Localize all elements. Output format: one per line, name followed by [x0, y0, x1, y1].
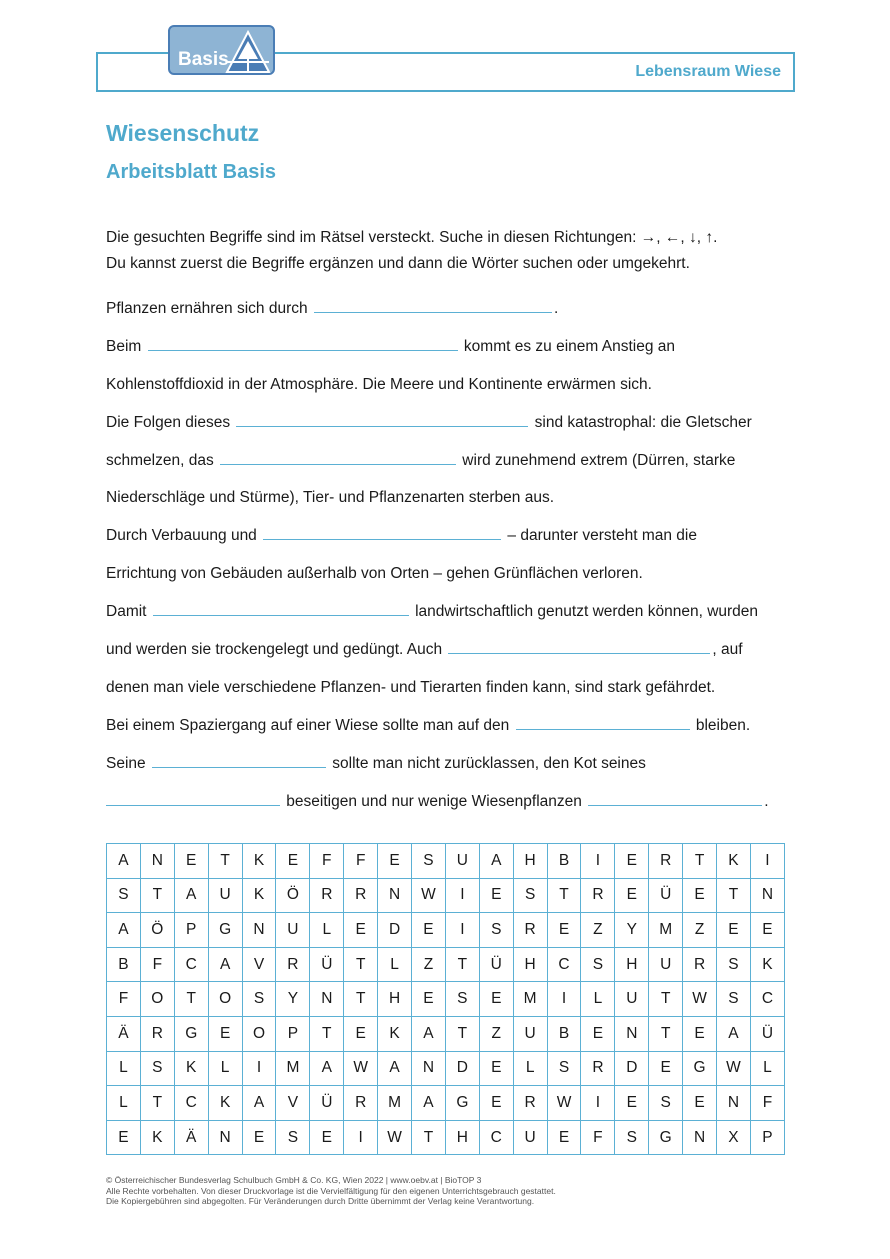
- grid-cell[interactable]: T: [310, 1016, 344, 1051]
- grid-cell[interactable]: E: [174, 844, 208, 879]
- grid-cell[interactable]: O: [242, 1016, 276, 1051]
- grid-cell[interactable]: U: [276, 913, 310, 948]
- answer-blank[interactable]: [153, 602, 409, 616]
- grid-cell[interactable]: L: [310, 913, 344, 948]
- grid-cell[interactable]: K: [174, 1051, 208, 1086]
- text-line: [106, 753, 796, 791]
- grid-cell[interactable]: K: [242, 878, 276, 913]
- grid-cell[interactable]: E: [344, 1016, 378, 1051]
- grid-cell[interactable]: A: [479, 844, 513, 879]
- grid-cell[interactable]: E: [412, 913, 446, 948]
- grid-cell[interactable]: T: [445, 1016, 479, 1051]
- grid-cell[interactable]: I: [344, 1120, 378, 1155]
- grid-cell[interactable]: A: [412, 1016, 446, 1051]
- text-segment: schmelzen, das: [106, 451, 218, 469]
- grid-cell[interactable]: N: [140, 844, 174, 879]
- answer-blank[interactable]: [148, 337, 458, 351]
- grid-cell[interactable]: A: [310, 1051, 344, 1086]
- grid-cell[interactable]: S: [445, 982, 479, 1017]
- grid-cell[interactable]: T: [344, 947, 378, 982]
- grid-cell[interactable]: E: [683, 1086, 717, 1121]
- text-line: [106, 412, 796, 450]
- grid-cell[interactable]: Z: [683, 913, 717, 948]
- grid-cell[interactable]: P: [276, 1016, 310, 1051]
- grid-cell[interactable]: L: [581, 982, 615, 1017]
- text-segment: Pflanzen ernähren sich durch: [106, 300, 312, 317]
- grid-cell[interactable]: S: [615, 1120, 649, 1155]
- grid-cell[interactable]: E: [615, 1086, 649, 1121]
- grid-cell[interactable]: A: [107, 913, 141, 948]
- grid-cell[interactable]: N: [717, 1086, 751, 1121]
- grid-cell[interactable]: Ü: [310, 947, 344, 982]
- text-segment: Niederschläge und Stürme), Tier- und Pflanzenarten sterben aus.: [106, 489, 555, 507]
- grid-cell[interactable]: E: [615, 878, 649, 913]
- text-line: [106, 677, 796, 715]
- text-segment: sollte man nicht zurücklassen, den Kot seines: [327, 754, 646, 772]
- grid-cell[interactable]: Ü: [479, 947, 513, 982]
- footer: [106, 1175, 556, 1207]
- grid-cell[interactable]: U: [513, 1120, 547, 1155]
- grid-cell[interactable]: R: [140, 1016, 174, 1051]
- grid-cell[interactable]: F: [581, 1120, 615, 1155]
- footer-line: Alle Rechte vorbehalten. Von dieser Druckvorlage ist die Vervielfältigung für den eigenen Unterrichtsgebrauch gestattet.: [106, 1185, 556, 1196]
- grid-cell[interactable]: W: [717, 1051, 751, 1086]
- grid-cell[interactable]: E: [581, 1016, 615, 1051]
- grid-cell[interactable]: W: [412, 878, 446, 913]
- text-segment: sind katastrophal: die Gletscher: [530, 413, 752, 431]
- text-segment: Beim: [106, 337, 146, 355]
- text-segment: wird zunehmend extrem (Dürren, starke: [458, 451, 736, 469]
- text-segment: .: [764, 792, 769, 810]
- grid-cell[interactable]: E: [412, 982, 446, 1017]
- grid-cell[interactable]: R: [683, 947, 717, 982]
- grid-cell[interactable]: F: [107, 982, 141, 1017]
- grid-cell[interactable]: B: [547, 844, 581, 879]
- grid-cell[interactable]: T: [140, 878, 174, 913]
- grid-cell[interactable]: A: [378, 1051, 412, 1086]
- text-line: [106, 525, 796, 563]
- grid-cell[interactable]: E: [479, 878, 513, 913]
- grid-cell[interactable]: E: [479, 1051, 513, 1086]
- grid-cell[interactable]: T: [412, 1120, 446, 1155]
- text-line: [106, 791, 796, 829]
- grid-cell[interactable]: Ä: [107, 1016, 141, 1051]
- grid-cell[interactable]: V: [242, 947, 276, 982]
- answer-blank[interactable]: [236, 413, 528, 427]
- grid-cell[interactable]: Ö: [276, 878, 310, 913]
- grid-cell[interactable]: A: [208, 947, 242, 982]
- grid-cell[interactable]: T: [344, 982, 378, 1017]
- grid-cell[interactable]: W: [378, 1120, 412, 1155]
- grid-cell[interactable]: M: [649, 913, 683, 948]
- text-segment: Die Folgen dieses: [106, 413, 235, 431]
- answer-blank[interactable]: [106, 792, 280, 806]
- grid-cell[interactable]: U: [513, 1016, 547, 1051]
- grid-cell[interactable]: B: [107, 947, 141, 982]
- grid-cell[interactable]: S: [140, 1051, 174, 1086]
- grid-row: [107, 878, 785, 913]
- grid-cell[interactable]: T: [208, 844, 242, 879]
- grid-cell[interactable]: L: [378, 947, 412, 982]
- grid-cell[interactable]: E: [344, 913, 378, 948]
- grid-cell[interactable]: H: [378, 982, 412, 1017]
- grid-cell[interactable]: N: [615, 1016, 649, 1051]
- grid-cell[interactable]: N: [242, 913, 276, 948]
- grid-cell[interactable]: D: [445, 1051, 479, 1086]
- grid-cell[interactable]: E: [378, 844, 412, 879]
- text-line: [106, 563, 796, 601]
- text-segment: bleiben.: [691, 716, 751, 734]
- grid-cell[interactable]: S: [276, 1120, 310, 1155]
- answer-blank[interactable]: [516, 716, 690, 730]
- grid-row: [107, 913, 785, 948]
- grid-cell[interactable]: V: [276, 1086, 310, 1121]
- grid-cell[interactable]: C: [174, 947, 208, 982]
- grid-cell[interactable]: I: [581, 1086, 615, 1121]
- text-line: [106, 374, 796, 412]
- grid-cell[interactable]: E: [547, 1120, 581, 1155]
- instruction-line: Du kannst zuerst die Begriffe ergänzen und dann die Wörter suchen oder umgekehrt.: [106, 255, 690, 272]
- grid-cell[interactable]: G: [445, 1086, 479, 1121]
- answer-blank[interactable]: [152, 754, 326, 768]
- grid-cell[interactable]: E: [649, 1051, 683, 1086]
- grid-cell[interactable]: A: [412, 1086, 446, 1121]
- grid-cell[interactable]: S: [513, 878, 547, 913]
- grid-cell[interactable]: F: [750, 1086, 784, 1121]
- grid-cell[interactable]: M: [513, 982, 547, 1017]
- footer-line: Die Kopiergebühren sind abgegolten. Für Veränderungen durch Dritte übernimmt der Verlag keine Verantwortung.: [106, 1196, 535, 1206]
- cloze-text: [106, 298, 796, 828]
- grid-cell[interactable]: K: [717, 844, 751, 879]
- grid-cell[interactable]: P: [174, 913, 208, 948]
- grid-row: [107, 844, 785, 879]
- basis-logo: [168, 25, 275, 75]
- instruction-line: Die gesuchten Begriffe sind im Rätsel versteckt. Suche in diesen Richtungen: →, ←, ↓, ↑.: [106, 229, 718, 246]
- grid-cell[interactable]: C: [750, 982, 784, 1017]
- grid-cell[interactable]: R: [276, 947, 310, 982]
- grid-cell[interactable]: G: [683, 1051, 717, 1086]
- grid-cell[interactable]: N: [683, 1120, 717, 1155]
- grid-cell[interactable]: R: [581, 1051, 615, 1086]
- grid-row: [107, 1120, 785, 1155]
- text-segment: und werden sie trockengelegt und gedüngt. Auch: [106, 641, 447, 659]
- grid-cell[interactable]: A: [717, 1016, 751, 1051]
- grid-cell[interactable]: U: [208, 878, 242, 913]
- grid-cell[interactable]: K: [378, 1016, 412, 1051]
- logo-text: Basis: [178, 49, 229, 70]
- text-line: [106, 336, 796, 374]
- grid-cell[interactable]: T: [683, 844, 717, 879]
- grid-cell[interactable]: N: [378, 878, 412, 913]
- grid-cell[interactable]: U: [445, 844, 479, 879]
- grid-cell[interactable]: L: [107, 1051, 141, 1086]
- grid-cell[interactable]: E: [107, 1120, 141, 1155]
- text-segment: Damit: [106, 603, 151, 621]
- grid-cell[interactable]: Z: [581, 913, 615, 948]
- text-segment: Bei einem Spaziergang auf einer Wiese sollte man auf den: [106, 716, 514, 734]
- grid-cell[interactable]: E: [242, 1120, 276, 1155]
- grid-cell[interactable]: R: [649, 844, 683, 879]
- grid-cell[interactable]: Ü: [649, 878, 683, 913]
- grid-cell[interactable]: S: [412, 844, 446, 879]
- grid-cell[interactable]: A: [242, 1086, 276, 1121]
- page-title: Wiesenschutz: [106, 120, 260, 146]
- grid-cell[interactable]: D: [615, 1051, 649, 1086]
- text-segment: landwirtschaftlich genutzt werden können, wurden: [410, 603, 759, 621]
- grid-cell[interactable]: S: [479, 913, 513, 948]
- grid-cell[interactable]: W: [344, 1051, 378, 1086]
- grid-cell[interactable]: R: [513, 1086, 547, 1121]
- text-line: [106, 601, 796, 639]
- grid-cell[interactable]: N: [412, 1051, 446, 1086]
- text-line: [106, 715, 796, 753]
- grid-cell[interactable]: R: [581, 878, 615, 913]
- grid-cell[interactable]: L: [513, 1051, 547, 1086]
- grid-row: [107, 1016, 785, 1051]
- grid-cell[interactable]: G: [208, 913, 242, 948]
- grid-cell[interactable]: U: [615, 982, 649, 1017]
- grid-cell[interactable]: S: [649, 1086, 683, 1121]
- answer-blank[interactable]: [314, 299, 552, 313]
- grid-cell[interactable]: F: [310, 844, 344, 879]
- text-line: [106, 298, 796, 336]
- grid-cell[interactable]: N: [208, 1120, 242, 1155]
- instructions: [106, 225, 796, 277]
- grid-cell[interactable]: S: [547, 1051, 581, 1086]
- grid-cell[interactable]: E: [683, 1016, 717, 1051]
- grid-cell[interactable]: H: [513, 947, 547, 982]
- text-segment: beseitigen und nur wenige Wiesenpflanzen: [282, 792, 587, 810]
- grid-cell[interactable]: E: [310, 1120, 344, 1155]
- text-line: [106, 487, 796, 525]
- grid-cell[interactable]: E: [479, 1086, 513, 1121]
- grid-cell[interactable]: T: [445, 947, 479, 982]
- word-search-grid: [106, 843, 785, 1155]
- grid-cell[interactable]: Z: [479, 1016, 513, 1051]
- grid-cell[interactable]: S: [717, 947, 751, 982]
- grid-cell[interactable]: E: [615, 844, 649, 879]
- grid-cell[interactable]: D: [378, 913, 412, 948]
- grid-cell[interactable]: T: [649, 982, 683, 1017]
- grid-cell[interactable]: W: [683, 982, 717, 1017]
- grid-cell[interactable]: I: [750, 844, 784, 879]
- grid-cell[interactable]: C: [174, 1086, 208, 1121]
- triangle-logo-icon: [225, 29, 271, 75]
- footer-line: © Österreichischer Bundesverlag Schulbuch GmbH & Co. KG, Wien 2022 | www.oebv.at | BioTOP 3: [106, 1175, 482, 1185]
- grid-cell[interactable]: Ü: [310, 1086, 344, 1121]
- page-subtitle: Arbeitsblatt Basis: [106, 161, 277, 183]
- grid-cell[interactable]: I: [547, 982, 581, 1017]
- text-segment: kommt es zu einem Anstieg an: [459, 337, 676, 355]
- grid-cell[interactable]: E: [717, 913, 751, 948]
- grid-cell[interactable]: E: [208, 1016, 242, 1051]
- grid-cell[interactable]: Z: [412, 947, 446, 982]
- grid-cell[interactable]: A: [107, 844, 141, 879]
- grid-cell[interactable]: H: [513, 844, 547, 879]
- text-segment: , auf: [712, 641, 743, 659]
- text-segment: Kohlenstoffdioxid in der Atmosphäre. Die Meere und Kontinente erwärmen sich.: [106, 375, 652, 393]
- grid-row: [107, 1086, 785, 1121]
- text-segment: Errichtung von Gebäuden außerhalb von Orten – gehen Grünflächen verloren.: [106, 565, 643, 583]
- grid-row: [107, 947, 785, 982]
- grid-cell[interactable]: R: [513, 913, 547, 948]
- grid-cell[interactable]: M: [378, 1086, 412, 1121]
- grid-cell[interactable]: O: [140, 982, 174, 1017]
- answer-blank[interactable]: [263, 526, 501, 540]
- grid-cell[interactable]: S: [581, 947, 615, 982]
- answer-blank[interactable]: [448, 640, 710, 654]
- text-segment: denen man viele verschiedene Pflanzen- und Tierarten finden kann, sind stark gefährdet.: [106, 678, 716, 696]
- answer-blank[interactable]: [588, 792, 762, 806]
- grid-cell[interactable]: H: [445, 1120, 479, 1155]
- grid-cell[interactable]: K: [242, 844, 276, 879]
- grid-cell[interactable]: I: [242, 1051, 276, 1086]
- grid-cell[interactable]: S: [717, 982, 751, 1017]
- grid-cell[interactable]: N: [310, 982, 344, 1017]
- grid-cell[interactable]: B: [547, 1016, 581, 1051]
- grid-cell[interactable]: I: [445, 878, 479, 913]
- grid-cell[interactable]: T: [547, 878, 581, 913]
- grid-row: [107, 982, 785, 1017]
- grid-cell[interactable]: O: [208, 982, 242, 1017]
- grid-cell[interactable]: R: [344, 878, 378, 913]
- grid-cell[interactable]: S: [107, 878, 141, 913]
- grid-cell[interactable]: T: [649, 1016, 683, 1051]
- grid-cell[interactable]: R: [344, 1086, 378, 1121]
- answer-blank[interactable]: [220, 451, 456, 465]
- grid-row: [107, 1051, 785, 1086]
- grid-cell[interactable]: L: [107, 1086, 141, 1121]
- grid-cell[interactable]: W: [547, 1086, 581, 1121]
- text-segment: – darunter versteht man die: [503, 527, 697, 545]
- grid-cell[interactable]: A: [174, 878, 208, 913]
- grid-cell[interactable]: Ö: [140, 913, 174, 948]
- grid-cell[interactable]: G: [174, 1016, 208, 1051]
- grid-cell[interactable]: K: [208, 1086, 242, 1121]
- grid-cell[interactable]: K: [750, 947, 784, 982]
- grid-cell[interactable]: E: [683, 878, 717, 913]
- header-topic: Lebensraum Wiese: [635, 63, 781, 80]
- grid-cell[interactable]: Ü: [750, 1016, 784, 1051]
- grid-cell[interactable]: T: [140, 1086, 174, 1121]
- grid-cell[interactable]: H: [615, 947, 649, 982]
- text-segment: Durch Verbauung und: [106, 527, 262, 545]
- grid-cell[interactable]: U: [649, 947, 683, 982]
- grid-cell[interactable]: T: [174, 982, 208, 1017]
- text-segment: .: [553, 300, 559, 317]
- text-segment: Seine: [106, 754, 150, 772]
- grid-cell[interactable]: E: [547, 913, 581, 948]
- grid-cell[interactable]: L: [208, 1051, 242, 1086]
- grid-cell[interactable]: R: [310, 878, 344, 913]
- grid-cell[interactable]: F: [140, 947, 174, 982]
- grid-cell[interactable]: I: [581, 844, 615, 879]
- grid-cell[interactable]: P: [750, 1120, 784, 1155]
- grid-cell[interactable]: L: [750, 1051, 784, 1086]
- text-line: [106, 639, 796, 677]
- text-line: [106, 450, 796, 488]
- grid-cell[interactable]: K: [140, 1120, 174, 1155]
- grid-cell[interactable]: E: [750, 913, 784, 948]
- grid-cell[interactable]: I: [445, 913, 479, 948]
- grid-cell[interactable]: S: [242, 982, 276, 1017]
- grid-cell[interactable]: Ä: [174, 1120, 208, 1155]
- grid-cell[interactable]: X: [717, 1120, 751, 1155]
- grid-cell[interactable]: G: [649, 1120, 683, 1155]
- grid-cell[interactable]: N: [750, 878, 784, 913]
- grid-cell[interactable]: C: [479, 1120, 513, 1155]
- grid-cell[interactable]: E: [276, 844, 310, 879]
- grid-cell[interactable]: C: [547, 947, 581, 982]
- grid-cell[interactable]: Y: [276, 982, 310, 1017]
- grid-cell[interactable]: T: [717, 878, 751, 913]
- grid-cell[interactable]: Y: [615, 913, 649, 948]
- grid-cell[interactable]: E: [479, 982, 513, 1017]
- grid-cell[interactable]: F: [344, 844, 378, 879]
- grid-cell[interactable]: M: [276, 1051, 310, 1086]
